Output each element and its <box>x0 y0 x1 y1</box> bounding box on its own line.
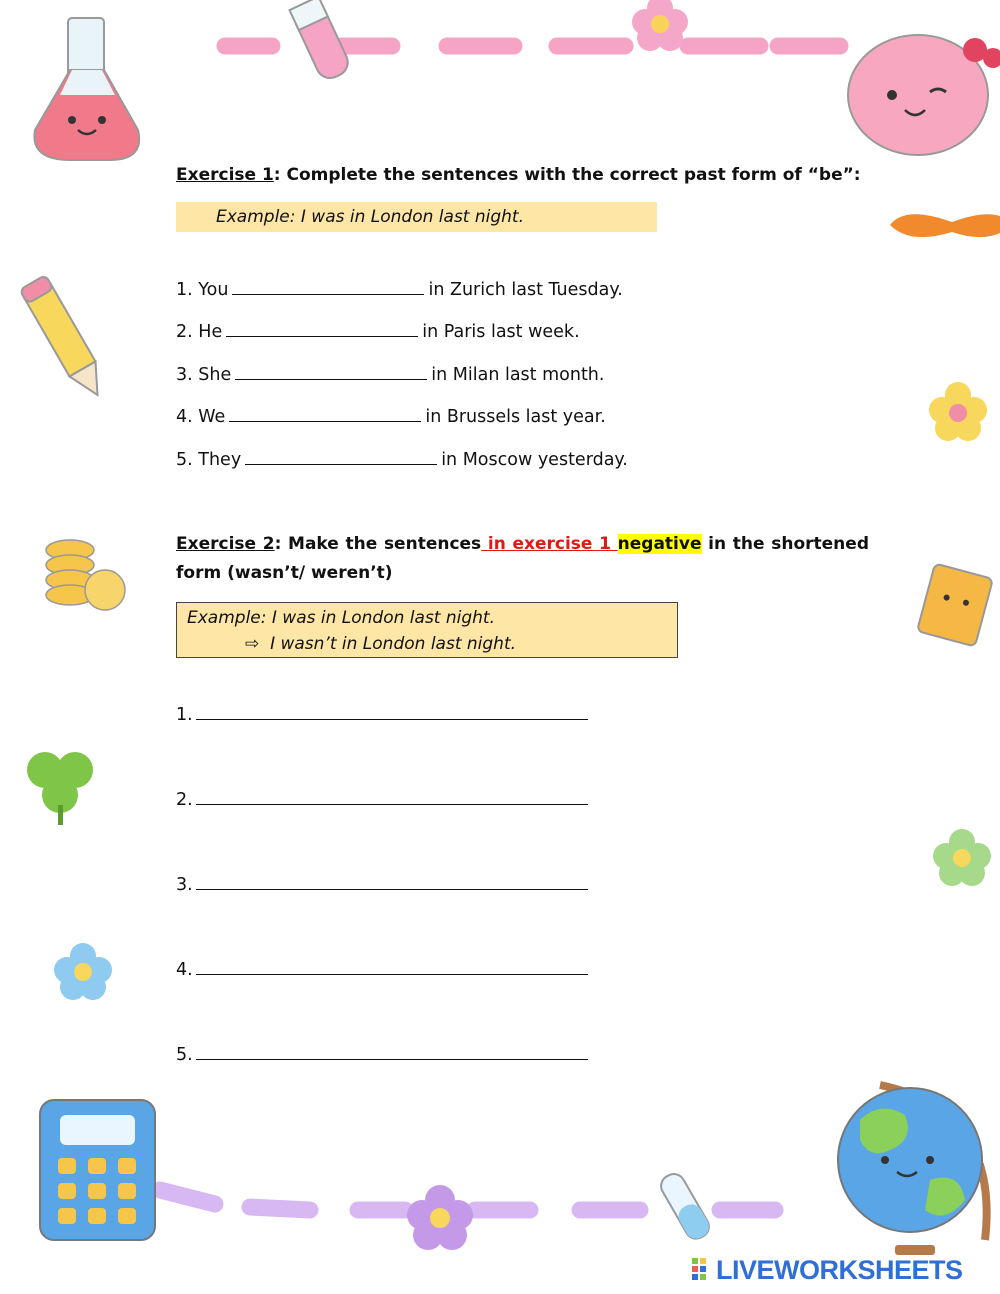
sentence-rest: in Milan last month. <box>431 365 605 385</box>
flower-icon <box>933 829 991 886</box>
sentence-number: 1. <box>176 280 193 300</box>
exercise-2-instruction-red: in exercise 1 <box>481 534 618 554</box>
exercise-2-answer-5 <box>176 1043 592 1067</box>
coins-icon <box>46 540 125 610</box>
sentence-rest: in Brussels last year. <box>425 407 606 427</box>
example-answer: I wasn’t in London last night. <box>270 634 517 654</box>
exercise-1-heading <box>176 161 869 190</box>
moustache-icon <box>890 214 1000 237</box>
answer-line[interactable] <box>196 788 588 805</box>
flower-icon <box>632 0 688 51</box>
sentence-subject: She <box>198 365 232 385</box>
exercise-2-example <box>176 602 678 658</box>
sentence-rest: in Paris last week. <box>422 322 580 342</box>
sentence-subject: We <box>198 407 226 427</box>
exercise-2-answer-2 <box>176 788 592 812</box>
globe-icon <box>838 1085 987 1255</box>
sentence-subject: They <box>198 450 242 470</box>
exercise-2-instruction-highlight: negative <box>617 534 702 554</box>
exercise-1-sentence-5 <box>176 448 628 472</box>
example-line-1: Example: I was in London last night. <box>187 608 496 628</box>
liveworksheets-logo[interactable] <box>692 1255 963 1285</box>
answer-blank[interactable] <box>235 363 427 380</box>
answer-number: 4. <box>176 960 193 980</box>
exercise-2-instruction-b: in the shortened form (wasn’t/ weren’t) <box>176 534 869 583</box>
exercise-2-heading <box>176 530 869 588</box>
purse-icon <box>848 35 1000 155</box>
answer-number: 3. <box>176 875 193 895</box>
sentence-number: 3. <box>176 365 193 385</box>
answer-number: 2. <box>176 790 193 810</box>
answer-number: 5. <box>176 1045 193 1065</box>
exercise-2-answer-3 <box>176 873 592 897</box>
sentence-number: 4. <box>176 407 193 427</box>
calculator-icon <box>40 1100 155 1240</box>
answer-line[interactable] <box>196 703 588 720</box>
exercise-2-answer-1 <box>176 703 592 727</box>
flower-icon <box>407 1185 473 1250</box>
sentence-rest: in Moscow yesterday. <box>441 450 628 470</box>
pencil-icon <box>20 275 111 403</box>
answer-blank[interactable] <box>229 405 421 422</box>
answer-blank[interactable] <box>245 448 437 465</box>
exercise-2-answer-4 <box>176 958 592 982</box>
sentence-number: 2. <box>176 322 193 342</box>
answer-line[interactable] <box>196 873 588 890</box>
arrow-icon: ⇨ <box>245 634 260 654</box>
example-line-2 <box>187 631 677 657</box>
exercise-1-instruction: : Complete the sentences with the correct past form of “be”: <box>273 165 861 185</box>
exercise-1-sentence-1 <box>176 278 623 302</box>
sentence-subject: You <box>198 280 229 300</box>
sentence-number: 5. <box>176 450 193 470</box>
exercise-2-instruction-a: : Make the sentences <box>274 534 482 554</box>
exercise-1-sentence-3 <box>176 363 604 387</box>
exercise-1-sentence-2 <box>176 320 580 344</box>
exercise-2-label: Exercise 2 <box>176 534 275 554</box>
answer-blank[interactable] <box>232 278 424 295</box>
test-tube-icon <box>657 1170 713 1243</box>
answer-blank[interactable] <box>226 320 418 337</box>
answer-line[interactable] <box>196 958 588 975</box>
liveworksheets-logo-text: LIVEWORKSHEETS <box>716 1254 963 1285</box>
sentence-rest: in Zurich last Tuesday. <box>428 280 623 300</box>
flower-icon <box>54 943 112 1000</box>
exercise-1-label: Exercise 1 <box>176 165 274 185</box>
exercise-1-sentence-4 <box>176 405 606 429</box>
sentence-subject: He <box>198 322 223 342</box>
flower-icon <box>929 382 987 441</box>
liveworksheets-logo-icon <box>692 1258 714 1282</box>
notebook-icon <box>917 563 993 646</box>
answer-line[interactable] <box>196 1043 588 1060</box>
answer-number: 1. <box>176 705 193 725</box>
exercise-1-example: Example: I was in London last night. <box>176 202 657 232</box>
flask-icon <box>34 18 139 160</box>
